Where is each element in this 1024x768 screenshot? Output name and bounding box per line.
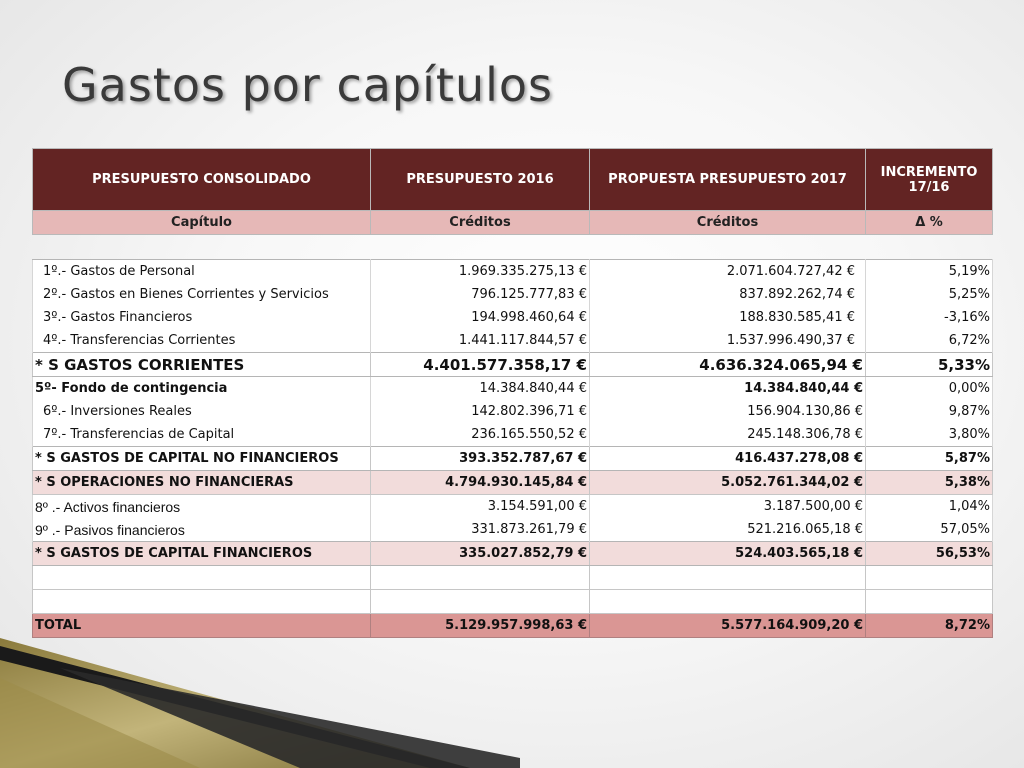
row-2017: 5.577.164.909,20 € <box>590 614 866 638</box>
header-2017: PROPUESTA PRESUPUESTO 2017 <box>590 149 866 211</box>
row-2017: 4.636.324.065,94 € <box>590 353 866 377</box>
row-2017: 837.892.262,74 € <box>590 283 866 306</box>
subtotal-row <box>33 542 993 566</box>
table-row <box>33 306 993 329</box>
row-label: * S GASTOS DE CAPITAL FINANCIEROS <box>33 542 371 566</box>
row-2017: 14.384.840,44 € <box>590 377 866 401</box>
row-2017: 3.187.500,00 € <box>590 495 866 519</box>
subheader-creditos-2016: Créditos <box>371 211 590 235</box>
budget-table <box>32 259 993 638</box>
page-title: Gastos por capítulos <box>62 58 553 112</box>
header-consolidado: PRESUPUESTO CONSOLIDADO <box>33 149 371 211</box>
subtotal-row <box>33 353 993 377</box>
row-2016: 335.027.852,79 € <box>371 542 590 566</box>
row-2016: 796.125.777,83 € <box>371 283 590 306</box>
empty-row <box>33 590 993 614</box>
row-2017: 245.148.306,78 € <box>590 423 866 447</box>
row-pct: 56,53% <box>866 542 993 566</box>
row-pct: 5,19% <box>866 260 993 284</box>
row-2016: 5.129.957.998,63 € <box>371 614 590 638</box>
header-table <box>32 148 993 235</box>
row-label: 9º .- Pasivos financieros <box>33 518 371 542</box>
row-pct: 0,00% <box>866 377 993 401</box>
row-2016: 236.165.550,52 € <box>371 423 590 447</box>
table-row <box>33 283 993 306</box>
table-row <box>33 329 993 353</box>
row-2016: 1.969.335.275,13 € <box>371 260 590 284</box>
row-2017: 1.537.996.490,37 € <box>590 329 866 353</box>
row-label: 6º.- Inversiones Reales <box>33 400 371 423</box>
row-2016: 194.998.460,64 € <box>371 306 590 329</box>
row-label: 7º.- Transferencias de Capital <box>33 423 371 447</box>
row-2017: 5.052.761.344,02 € <box>590 471 866 495</box>
row-2016: 1.441.117.844,57 € <box>371 329 590 353</box>
row-pct: 3,80% <box>866 423 993 447</box>
row-label: 8º .- Activos financieros <box>33 495 371 519</box>
row-label: TOTAL <box>33 614 371 638</box>
row-2016: 4.401.577.358,17 € <box>371 353 590 377</box>
row-2017: 521.216.065,18 € <box>590 518 866 542</box>
subheader-delta: Δ % <box>866 211 993 235</box>
row-2017: 524.403.565,18 € <box>590 542 866 566</box>
row-2016: 3.154.591,00 € <box>371 495 590 519</box>
table-row <box>33 495 993 519</box>
row-label: * S OPERACIONES NO FINANCIERAS <box>33 471 371 495</box>
table-row <box>33 377 993 401</box>
subtotal-row <box>33 471 993 495</box>
row-2017: 188.830.585,41 € <box>590 306 866 329</box>
row-2016: 14.384.840,44 € <box>371 377 590 401</box>
subheader-capitulo: Capítulo <box>33 211 371 235</box>
row-label: 4º.- Transferencias Corrientes <box>33 329 371 353</box>
row-pct: 5,87% <box>866 447 993 471</box>
table-row <box>33 400 993 423</box>
decorative-stripes <box>0 638 520 768</box>
header-2016: PRESUPUESTO 2016 <box>371 149 590 211</box>
total-row <box>33 614 993 638</box>
row-pct: 57,05% <box>866 518 993 542</box>
row-2017: 2.071.604.727,42 € <box>590 260 866 284</box>
row-2017: 156.904.130,86 € <box>590 400 866 423</box>
table-row <box>33 260 993 284</box>
empty-row <box>33 566 993 590</box>
row-pct: 8,72% <box>866 614 993 638</box>
row-pct: 6,72% <box>866 329 993 353</box>
row-pct: 5,38% <box>866 471 993 495</box>
row-2016: 331.873.261,79 € <box>371 518 590 542</box>
row-label: 5º- Fondo de contingencia <box>33 377 371 401</box>
row-pct: 1,04% <box>866 495 993 519</box>
row-label: * S GASTOS CORRIENTES <box>33 353 371 377</box>
row-2016: 142.802.396,71 € <box>371 400 590 423</box>
subheader-creditos-2017: Créditos <box>590 211 866 235</box>
row-pct: 5,33% <box>866 353 993 377</box>
row-label: 1º.- Gastos de Personal <box>33 260 371 284</box>
row-2016: 393.352.787,67 € <box>371 447 590 471</box>
table-row <box>33 518 993 542</box>
row-pct: 9,87% <box>866 400 993 423</box>
row-pct: -3,16% <box>866 306 993 329</box>
row-label: * S GASTOS DE CAPITAL NO FINANCIEROS <box>33 447 371 471</box>
row-2016: 4.794.930.145,84 € <box>371 471 590 495</box>
row-label: 2º.- Gastos en Bienes Corrientes y Servicios <box>33 283 371 306</box>
subtotal-row <box>33 447 993 471</box>
table-row <box>33 423 993 447</box>
row-2017: 416.437.278,08 € <box>590 447 866 471</box>
row-label: 3º.- Gastos Financieros <box>33 306 371 329</box>
row-pct: 5,25% <box>866 283 993 306</box>
header-incremento: INCREMENTO 17/16 <box>866 149 993 211</box>
